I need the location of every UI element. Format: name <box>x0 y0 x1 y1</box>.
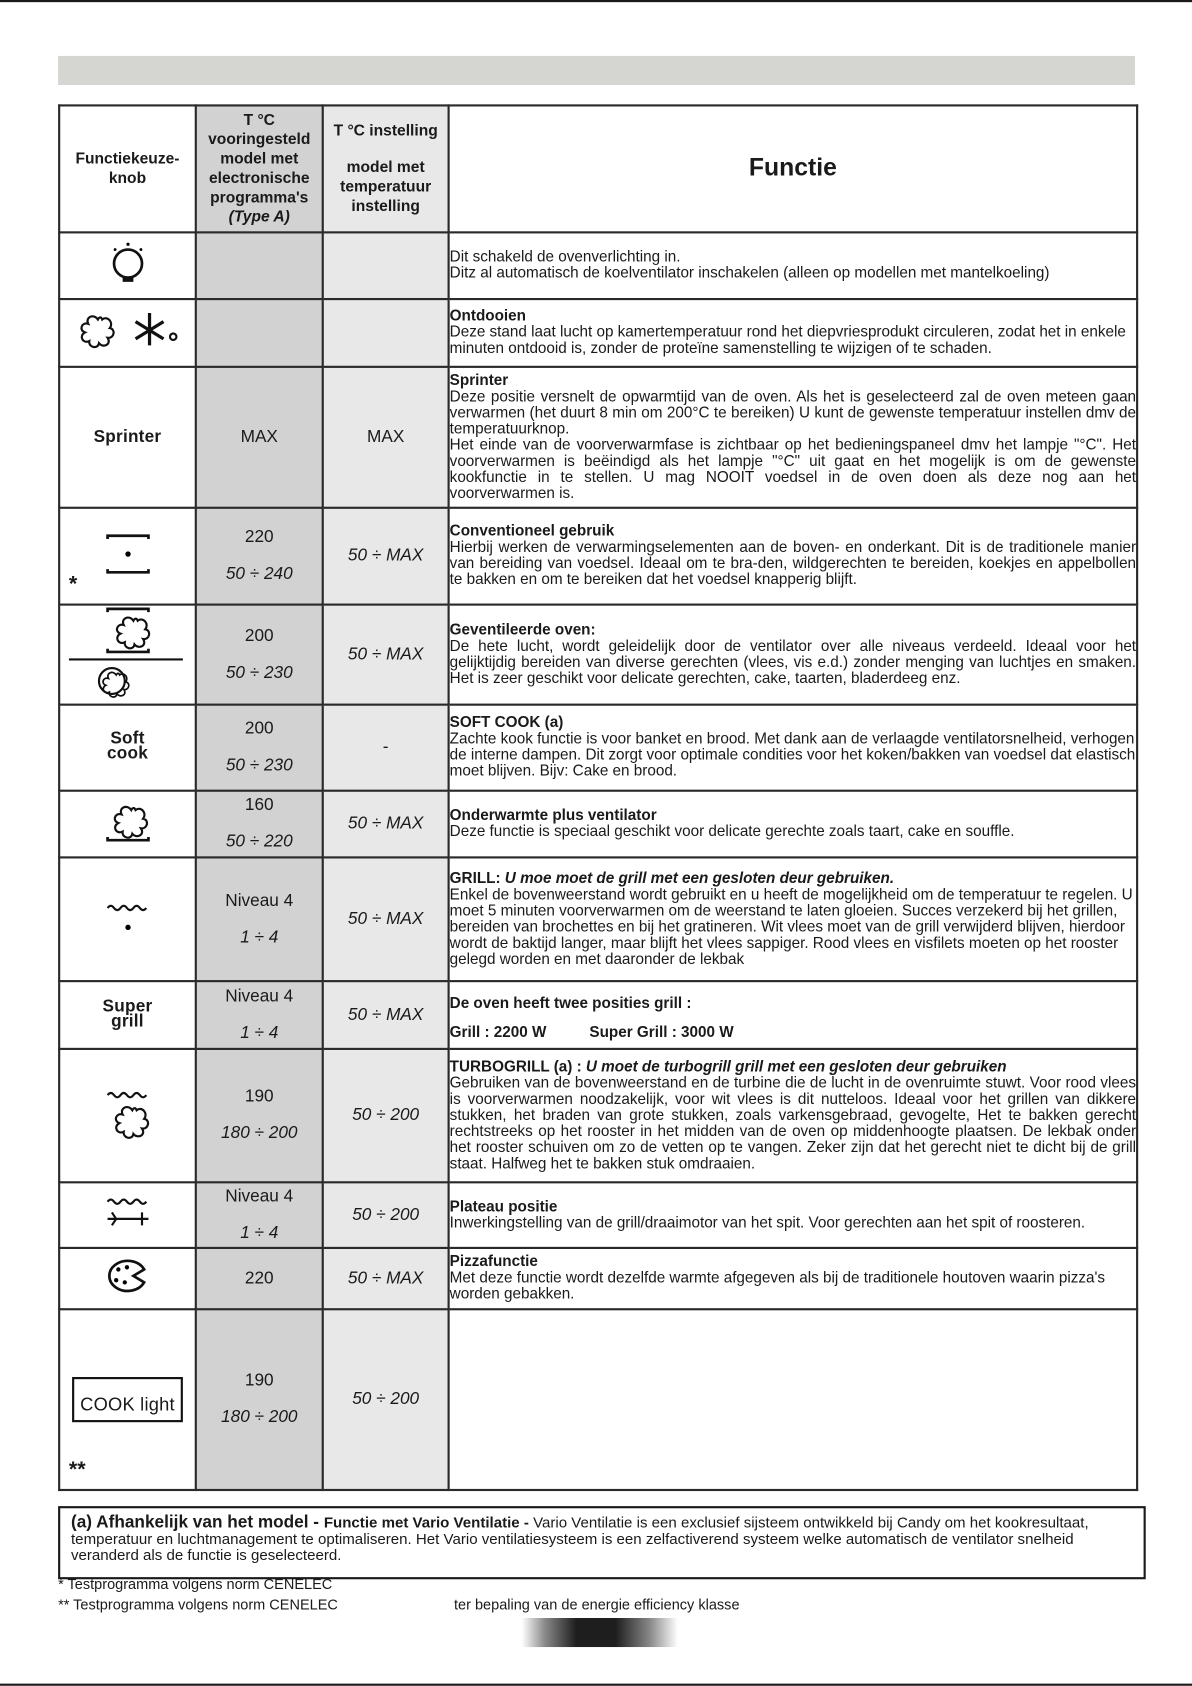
function-title <box>450 1059 1136 1075</box>
function-rows <box>59 232 1137 1490</box>
function-row <box>59 1309 1137 1490</box>
header-setting-title: T °C instelling <box>333 122 438 140</box>
temperature-setting-cell <box>323 1309 449 1490</box>
function-symbol-cell <box>59 508 196 605</box>
function-description-cell <box>449 508 1138 605</box>
table-header-row <box>59 105 1137 232</box>
preset-temperature-cell <box>196 705 323 791</box>
preset-value: 200 <box>244 626 274 645</box>
function-symbol-cell <box>59 1182 196 1248</box>
setting-value: 50 ÷ MAX <box>347 1005 424 1024</box>
footnote-marker: ** <box>68 1457 86 1482</box>
function-row <box>59 605 1137 705</box>
turbogrill-icon <box>101 1086 155 1145</box>
function-title-text: Pizzafunctie <box>449 1253 538 1271</box>
note-text: Vario Ventilatie is een exclusief sijsteem ontwikkeld bij Candy om het kookresultaat, temperatuur en luchtmanagement te optimaliseren. Het Vario ventilatiesysteem is een zelfactiverend systeem welke automatisch de ventilator snelheid veranderd als de functie is geselecteerd. <box>71 1513 1089 1564</box>
function-row <box>59 857 1137 981</box>
model-note-box <box>58 1506 1146 1579</box>
function-description-text: Dit schakeld de ovenverlichting in. <box>449 248 681 266</box>
header-setting-line: model met <box>346 159 425 177</box>
function-symbol-cell <box>59 1049 196 1182</box>
preset-value: 220 <box>244 528 274 547</box>
rotisserie-icon <box>101 1189 155 1242</box>
super-grill-icon <box>95 996 160 1031</box>
header-setting-line: temperatuur <box>340 178 432 196</box>
function-title-warning: U moet de turbogrill grill met een gesloten deur gebruiken <box>585 1058 1007 1076</box>
top-rule <box>0 0 1192 2</box>
setting-value: 50 ÷ MAX <box>347 644 424 664</box>
function-description-cell <box>449 705 1138 791</box>
oven-light-icon <box>106 239 149 292</box>
function-title <box>450 1254 1136 1270</box>
header-function-title: Functie <box>748 152 837 181</box>
function-description-text: Hierbij werken de verwarmingselementen aan de boven- en onderkant. Dit is de traditionele manier van bereiding van voedsel. Ideaal om te bra-den, wildgerechten te bereiden, koekjes en appelbollen te bakken en om te bereiken dat het voedsel knapperig blijft. <box>449 538 1137 589</box>
setting-value: 50 ÷ MAX <box>347 909 424 928</box>
function-row <box>59 232 1137 299</box>
conventional-icon <box>101 530 155 583</box>
function-symbol-cell <box>59 605 196 705</box>
function-title <box>450 622 1136 638</box>
preset-temperature-cell <box>196 791 323 858</box>
function-description-text: Deze functie is speciaal geschikt voor delicate gerechte zoals taart, cake en souffle. <box>449 822 1015 841</box>
temperature-setting-cell <box>323 791 449 858</box>
header-function <box>449 105 1138 232</box>
function-symbol-cell <box>59 981 196 1049</box>
header-preset-temp <box>196 105 323 232</box>
function-description-text: Het einde van de voorverwarmfase is zichtbaar op het bedieningspaneel dmv het lampje "°C". Het voorverwarmen is beëindigd als het lampje "°C" uit gaat en het mogelijk is om de gewenste kookfunctie in te stellen. U mag NOOIT voedsel in de oven doen als deze nog aan het voorverwarmen is. <box>449 436 1137 502</box>
function-description-cell <box>449 1248 1138 1309</box>
preset-temperature-cell <box>196 299 323 367</box>
function-description-text: Ditz al automatisch de koelventilator inschakelen (alleen op modellen met mantelkoeling) <box>449 264 1050 282</box>
header-preset-line: T °C <box>243 111 275 130</box>
function-title <box>450 1199 1136 1215</box>
function-description-cell <box>449 857 1138 981</box>
preset-value: MAX <box>240 427 278 446</box>
function-description-text: Gebruiken van de bovenweerstand en de turbine die de lucht in de ovenruimte stuwt. Voor rood vlees is voorverwarmen noodzakelijk, voor wit vlees is dit nutteloos. Ideaal voor het grillen van dikkere stukken, het braden van grote stukken, zoals varkensgebraad, gevogelte, Het te bakken gerecht rechtstreeks op het rooster in het midden van de oven op middenhoogte plaatsen. De lekbak onder het rooster schuiven om zo de vetten op te vangen. Zeker zijn dat het gerecht niet te dicht bij de grill staat. Halfweg het te bakken stuk omdraaien. <box>449 1074 1137 1173</box>
function-title-text: Onderwarmte plus ventilator <box>449 806 657 825</box>
preset-value: 190 <box>244 1371 274 1390</box>
preset-value: Niveau 4 <box>225 1187 294 1206</box>
header-preset-line: vooringesteld <box>208 131 311 149</box>
function-description-cell <box>449 791 1138 858</box>
temperature-setting-cell <box>323 981 449 1049</box>
setting-value: MAX <box>367 427 405 446</box>
function-logo-text: Super grill <box>102 996 153 1031</box>
function-title-text: Plateau positie <box>449 1197 558 1216</box>
bottom-heat-fan-icon <box>101 798 155 851</box>
function-description-cell <box>449 605 1138 705</box>
function-description-text: Inwerkingstelling van de grill/draaimotor van het spit. Voor gerechten aan het spit of roosteren. <box>449 1214 1086 1232</box>
function-title-text: Geventileerde oven: <box>449 621 596 639</box>
temperature-setting-cell <box>323 367 449 508</box>
setting-value: 50 ÷ 200 <box>352 1389 420 1409</box>
function-title <box>450 871 1136 887</box>
function-title <box>450 309 1136 325</box>
function-title <box>450 524 1136 540</box>
function-logo-text: COOK light <box>72 1377 184 1422</box>
function-symbol-cell <box>59 1309 196 1490</box>
function-title-text: Sprinter <box>449 371 509 389</box>
preset-value: Niveau 4 <box>225 891 294 910</box>
setting-value: - <box>382 737 389 757</box>
preset-temperature-cell <box>196 857 323 981</box>
oven-functions-table <box>58 104 1138 1491</box>
temperature-setting-cell <box>323 1049 449 1182</box>
function-description-text: Met deze functie wordt dezelfde warmte afgegeven als bij de traditionele houtoven waarin pizza's worden gebakken. <box>449 1269 1106 1303</box>
temperature-setting-cell <box>323 705 449 791</box>
note-heading: (a) Afhankelijk van het model - <box>71 1513 324 1532</box>
grill-power-ratings <box>450 1025 1136 1041</box>
grill-power-value: Super Grill : 3000 W <box>589 1023 734 1041</box>
note-subheading: Functie met Vario Ventilatie - <box>323 1513 534 1531</box>
function-description-cell <box>449 232 1138 299</box>
preset-temperature-cell <box>196 1248 323 1309</box>
sprinter-icon <box>94 428 162 447</box>
function-row <box>59 981 1137 1049</box>
preset-value: 50 ÷ 230 <box>225 756 293 775</box>
footnote-single-star: * Testprogramma volgens norm CENELEC <box>58 1576 333 1593</box>
function-row <box>59 508 1137 605</box>
function-title <box>450 808 1136 824</box>
function-title-text: SOFT COOK (a) <box>449 714 564 732</box>
function-row <box>59 1049 1137 1182</box>
footnote-marker: * <box>68 572 78 596</box>
function-description-text: Deze stand laat lucht op kamertemperatuur rond het diepvriesprodukt circuleren, zodat het in enkele minuten ontdooid is, zonder de proteïne samenstelling te wijzigen of te schaden. <box>449 323 1126 358</box>
function-symbol-cell <box>59 367 196 508</box>
function-title <box>450 715 1136 731</box>
header-knob-line: Functiekeuze- <box>75 150 180 168</box>
temperature-setting-cell <box>323 299 449 367</box>
function-description-text: Enkel de bovenweerstand wordt gebruikt en u heeft de mogelijkheid om de temperatuur te regelen. U moet 5 minuten voorverwarmen om de weerstand te laten gloeien. Succes verzekerd bij het grillen, bereiden van brochettes en bij het gratineren. Wit vlees moet van de grill verwijderd blijven, hierdoor wordt de baktijd langer, maar blijft het vlees sappiger. Rood vlees en visfilets moeten op het rooster gelegd worden en met daaronder de lekbak <box>449 885 1133 968</box>
preset-value: 200 <box>244 719 274 738</box>
temperature-setting-cell <box>323 605 449 705</box>
function-description-cell <box>449 1182 1138 1248</box>
function-row <box>59 1248 1137 1309</box>
preset-value: 1 ÷ 4 <box>240 927 279 947</box>
preset-value: 50 ÷ 230 <box>225 663 293 682</box>
preset-temperature-cell <box>196 1049 323 1182</box>
function-row <box>59 705 1137 791</box>
preset-temperature-cell <box>196 1309 323 1490</box>
function-title-text: Ontdooien <box>449 307 526 325</box>
defrost-icon <box>74 309 182 357</box>
function-title <box>450 373 1136 389</box>
function-logo-text: Sprinter <box>93 427 162 446</box>
preset-value: 180 ÷ 200 <box>221 1124 298 1143</box>
function-title-text: Conventioneel gebruik <box>449 522 615 541</box>
header-knob-line: knob <box>108 169 147 188</box>
function-symbol-cell <box>59 857 196 981</box>
setting-value: 50 ÷ 200 <box>352 1205 420 1224</box>
fan-oven-icon <box>68 606 186 704</box>
function-symbol-cell <box>59 791 196 858</box>
function-row <box>59 791 1137 858</box>
header-preset-line: programma's <box>210 189 309 207</box>
function-title-warning: U moe moet de grill met een gesloten deur gebruiken. <box>504 869 895 887</box>
function-description-text: Zachte kook functie is voor banket en brood. Met dank aan de verlaagde ventilatorsnelheid, verhogen de interne dampen. Dit zorgt voor optimale condities voor het koken/bakken van voedsel dat elastisch moet blijven. Bijv: Cake en brood. <box>449 730 1136 780</box>
function-logo-text: Soft cook <box>106 729 149 763</box>
preset-value: 220 <box>244 1268 274 1288</box>
header-preset-line: electronische <box>208 169 310 188</box>
preset-temperature-cell <box>196 1182 323 1248</box>
preset-value: Niveau 4 <box>225 987 294 1006</box>
temperature-setting-cell <box>323 857 449 981</box>
preset-temperature-cell <box>196 981 323 1049</box>
header-knob <box>59 105 196 232</box>
function-title-text: TURBOGRILL (a) : <box>449 1058 586 1076</box>
setting-value: 50 ÷ MAX <box>347 1268 424 1288</box>
setting-value: 50 ÷ MAX <box>347 546 424 565</box>
page-number-gradient-tab <box>522 1618 678 1647</box>
footnote-double-star: ** Testprogramma volgens norm CENELEC <box>58 1596 338 1613</box>
preset-value: 190 <box>244 1087 274 1106</box>
function-title-text: De oven heeft twee posities grill : <box>449 994 692 1012</box>
section-header-band <box>58 56 1135 85</box>
function-symbol-cell <box>59 299 196 367</box>
preset-value: 160 <box>244 796 274 815</box>
preset-value: 180 ÷ 200 <box>221 1408 298 1427</box>
function-description-cell <box>449 981 1138 1049</box>
footnote-double-star-continuation: ter bepaling van de energie efficiency klasse <box>453 1596 740 1613</box>
function-description-text: De hete lucht, wordt geleidelijk door de ventilator over alle niveaus verdeeld. Ideaal voor het gelijktijdig bereiden van diverse gerechten (vlees, vis e.d.) zonder menging van luchtjes en smaken. Het is zeer geschikt voor delicate gerechten, cake, taarten, bladerdeeg enz. <box>449 637 1137 687</box>
function-symbol-cell <box>59 232 196 299</box>
temperature-setting-cell <box>323 1182 449 1248</box>
function-row <box>59 299 1137 367</box>
function-symbol-cell <box>59 1248 196 1309</box>
preset-value: 50 ÷ 240 <box>225 564 293 584</box>
function-symbol-cell <box>59 705 196 791</box>
soft-cook-icon <box>95 729 160 764</box>
header-preset-line: model met <box>220 150 299 168</box>
function-title <box>450 996 1136 1012</box>
temperature-setting-cell <box>323 232 449 299</box>
header-temp-setting <box>323 105 449 232</box>
function-description-cell <box>449 1309 1138 1490</box>
preset-temperature-cell <box>196 508 323 605</box>
setting-value: 50 ÷ MAX <box>347 814 424 833</box>
function-description-cell <box>449 1049 1138 1182</box>
preset-value: 1 ÷ 4 <box>240 1223 279 1243</box>
preset-temperature-cell <box>196 605 323 705</box>
function-description-text: Deze positie versnelt de opwarmtijd van de oven. Als het is geselecteerd zal de oven meteen gaan verwarmen (het duurt 8 min om 200°C te bereiken) U kunt de gewenste temperatuur instellen dmv de temperatuurknop. <box>449 387 1137 438</box>
grill-power-value: Grill : 2200 W <box>449 1023 547 1041</box>
function-description-cell <box>449 367 1138 508</box>
function-description-cell <box>449 299 1138 367</box>
function-title-text: GRILL: <box>449 869 505 887</box>
preset-temperature-cell <box>196 232 323 299</box>
temperature-setting-cell <box>323 1248 449 1309</box>
setting-value: 50 ÷ 200 <box>352 1105 420 1125</box>
function-row <box>59 367 1137 508</box>
preset-value: 50 ÷ 220 <box>225 832 293 851</box>
function-row <box>59 1182 1137 1248</box>
cook-light-icon <box>72 1377 184 1422</box>
header-preset-type: (Type A) <box>228 208 290 226</box>
preset-temperature-cell <box>196 367 323 508</box>
preset-value: 1 ÷ 4 <box>240 1023 279 1042</box>
temperature-setting-cell <box>323 508 449 605</box>
pizza-icon <box>101 1254 155 1302</box>
grill-icon <box>101 893 155 946</box>
header-setting-line: instelling <box>351 197 420 216</box>
